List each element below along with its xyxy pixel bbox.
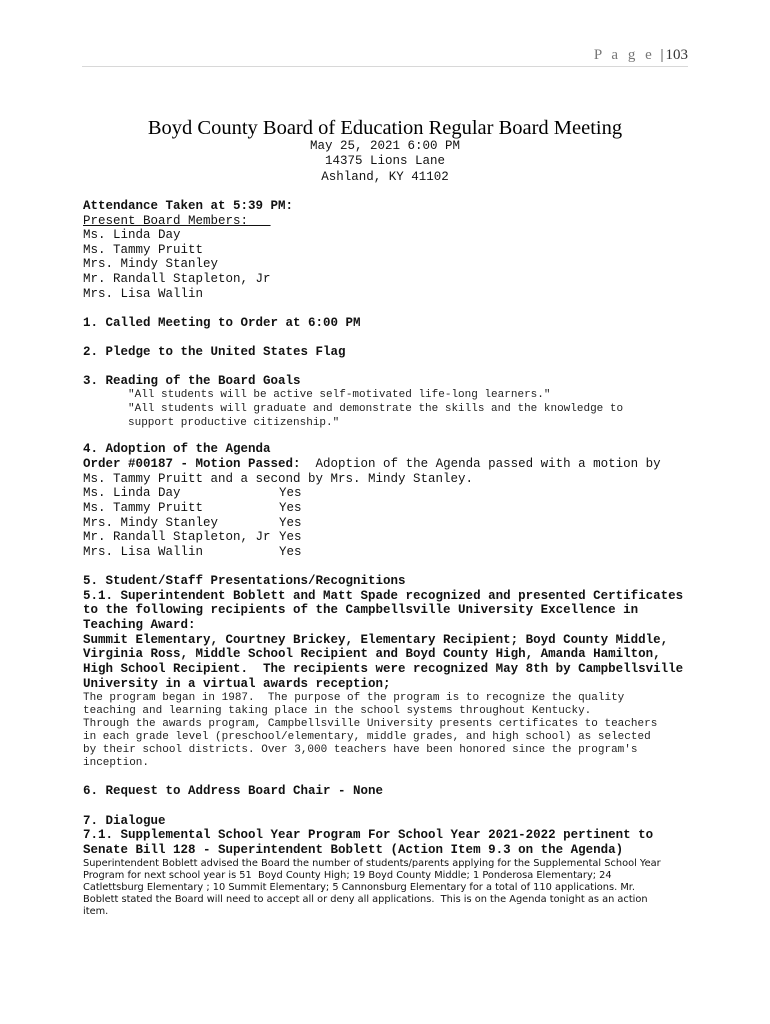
item-5-1-line: Summit Elementary, Courtney Brickey, Elementary Recipient; Boyd County Middle, — [83, 633, 669, 647]
member-list-item: Mr. Randall Stapleton, Jr — [83, 272, 271, 286]
vote-row: Ms. Linda Day Yes — [83, 486, 302, 500]
item-5-1-description-line: The program began in 1987. The purpose of the program is to recognize the quality — [83, 692, 625, 704]
page-number-header — [594, 47, 688, 64]
page-label: P a g e — [593, 47, 655, 63]
item-5-1-description-line: Through the awards program, Campbellsville University presents certificates to teachers — [83, 718, 658, 730]
agenda-item-7: 7. Dialogue — [83, 814, 166, 828]
item-5-1-description-line: teaching and learning taking place in the school systems throughout Kentucky. — [83, 705, 592, 717]
vote-row: Mrs. Lisa Wallin Yes — [83, 545, 302, 559]
page-separator: | — [660, 47, 664, 63]
agenda-item-4: 4. Adoption of the Agenda — [83, 442, 271, 456]
vote-row: Mrs. Mindy Stanley Yes — [83, 516, 302, 530]
order-label: Order #00187 - Motion Passed: — [83, 457, 301, 471]
item-5-1-description-line: inception. — [83, 757, 150, 769]
item-7-1-line: 7.1. Supplemental School Year Program For School Year 2021-2022 pertinent to — [83, 828, 654, 842]
agenda-item-3: 3. Reading of the Board Goals — [83, 374, 301, 388]
item-5-1-line: Teaching Award: — [83, 618, 196, 632]
item-7-1-description-line: Boblett stated the Board will need to accept all or deny all applications. This is on the Agenda tonight as an action — [83, 894, 648, 905]
order-motion-line — [83, 457, 661, 472]
order-motion-line-2: Ms. Tammy Pruitt and a second by Mrs. Mindy Stanley. — [83, 472, 474, 486]
item-7-1-description-line: Catlettsburg Elementary ; 10 Summit Elementary; 5 Cannonsburg Elementary for a total of 110 applications. Mr. — [83, 882, 636, 893]
item-5-1-line: Virginia Ross, Middle School Recipient and Boyd County High, Amanda Hamilton, — [83, 647, 661, 661]
page-number: 103 — [665, 47, 688, 63]
item-5-1-line: 5.1. Superintendent Boblett and Matt Spade recognized and presented Certificates — [83, 589, 684, 603]
item-5-1-description-line: by their school districts. Over 3,000 teachers have been honored since the program's — [83, 744, 638, 756]
attendance-heading: Attendance Taken at 5:39 PM: — [83, 199, 294, 213]
order-text: Adoption of the Agenda passed with a motion by — [300, 457, 661, 471]
meeting-datetime: May 25, 2021 6:00 PM — [309, 139, 461, 153]
member-list-item: Ms. Tammy Pruitt — [83, 243, 204, 257]
board-goal-line: "All students will be active self-motivated life-long learners." — [128, 389, 551, 401]
item-7-1-description-line: item. — [83, 906, 109, 917]
agenda-item-2: 2. Pledge to the United States Flag — [83, 345, 346, 359]
item-5-1-description-line: in each grade level (preschool/elementary, middle grades, and high school) as selected — [83, 731, 651, 743]
board-goal-line: "All students will graduate and demonstrate the skills and the knowledge to — [128, 403, 624, 415]
agenda-item-6: 6. Request to Address Board Chair - None — [83, 784, 384, 798]
meeting-address-line1: 14375 Lions Lane — [324, 154, 446, 168]
item-5-1-line: to the following recipients of the Campbellsville University Excellence in — [83, 603, 639, 617]
item-7-1-line: Senate Bill 128 - Superintendent Boblett (Action Item 9.3 on the Agenda) — [83, 843, 624, 857]
meeting-address-line2: Ashland, KY 41102 — [321, 170, 449, 184]
item-5-1-line: University in a virtual awards reception; — [83, 677, 391, 691]
board-goal-line: support productive citizenship." — [128, 417, 340, 429]
agenda-item-5: 5. Student/Staff Presentations/Recognitions — [83, 574, 406, 588]
item-7-1-description-line: Superintendent Boblett advised the Board the number of students/parents applying for the Supplemental School Year — [83, 858, 661, 869]
present-members-label: Present Board Members: — [83, 214, 249, 228]
item-7-1-description-line: Program for next school year is 51 Boyd County High; 19 Boyd County Middle; 1 Ponderosa Elementary; 24 — [83, 870, 612, 881]
document-title: Boyd County Board of Education Regular Board Meeting — [147, 117, 623, 139]
member-list-item: Mrs. Lisa Wallin — [83, 287, 204, 301]
header-divider — [82, 66, 688, 67]
vote-row: Ms. Tammy Pruitt Yes — [83, 501, 302, 515]
agenda-item-1: 1. Called Meeting to Order at 6:00 PM — [83, 316, 361, 330]
member-list-item: Ms. Linda Day — [83, 228, 181, 242]
item-5-1-line: High School Recipient. The recipients were recognized May 8th by Campbellsville — [83, 662, 684, 676]
vote-row: Mr. Randall Stapleton, Jr Yes — [83, 530, 302, 544]
member-list-item: Mrs. Mindy Stanley — [83, 257, 219, 271]
